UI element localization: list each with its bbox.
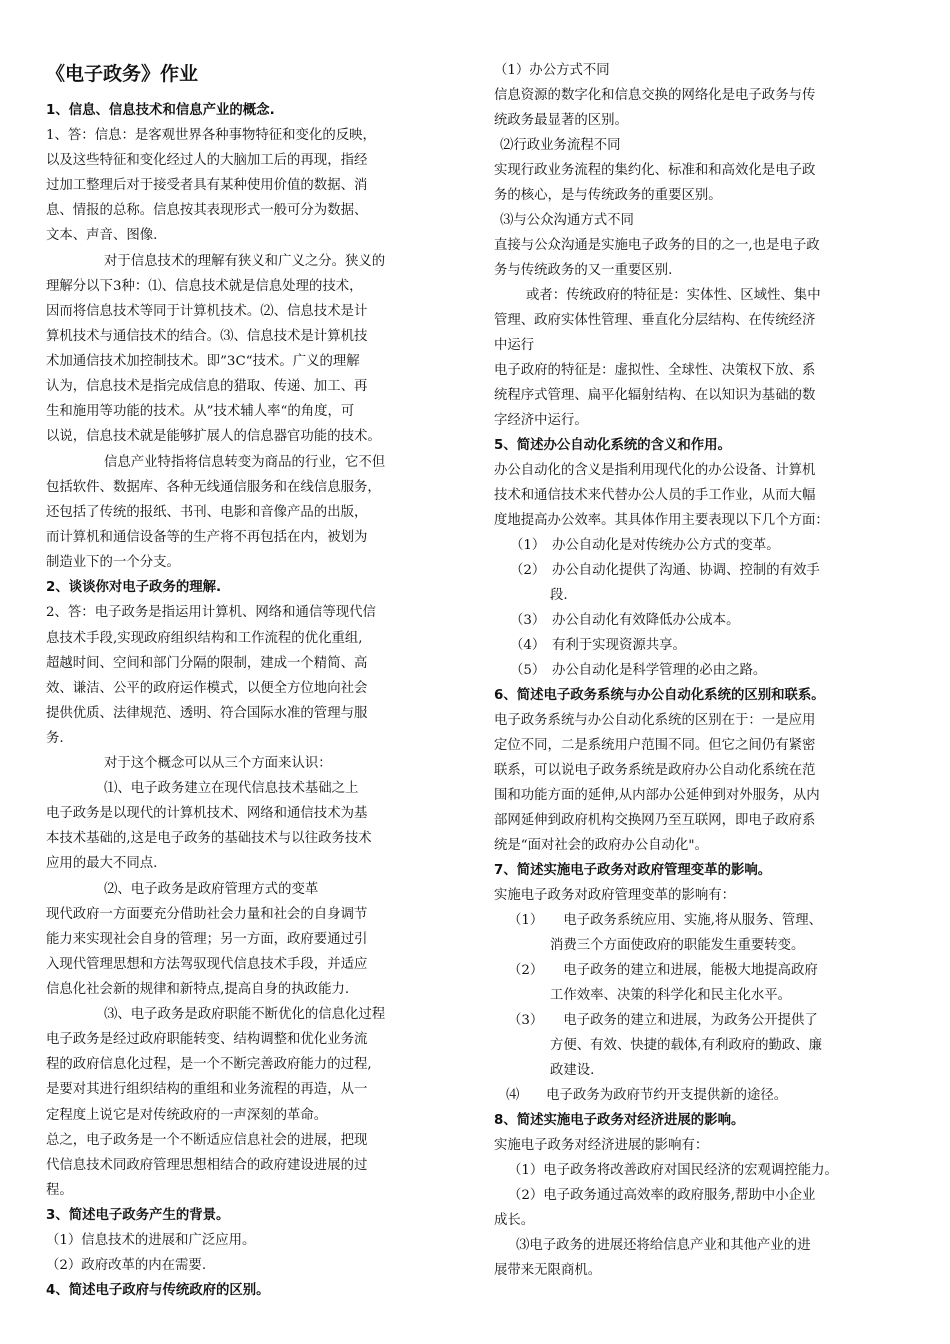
text-line: （2）电子政务通过高效率的政府服务,帮助中小企业	[508, 1188, 816, 1203]
text-line: 对于这个概念可以从三个方面来认识：	[104, 756, 332, 771]
text-line: 超越时间、空间和部门分隔的限制，建成一个精简、高	[46, 656, 368, 671]
text-line: 务的核心，是与传统政务的重要区别。	[494, 188, 722, 203]
section-heading: 1、信息、信息技术和信息产业的概念.	[46, 103, 275, 118]
text-line: 是要对其进行组织结构的重组和业务流程的再造，从一	[46, 1082, 368, 1097]
text-line: 电子政府的特征是：虚拟性、全球性、决策权下放、系	[494, 363, 816, 378]
text-line: 以说，信息技术就是能够扩展人的信息器官功能的技术。	[46, 429, 381, 444]
text-line: 联系，可以说电子政务系统是政府办公自动化系统在范	[494, 763, 816, 778]
text-line: 成长。	[494, 1213, 535, 1228]
text-line: （4） 有利于实现资源共享。	[510, 638, 686, 653]
text-line: 电子政务是以现代的计算机技术、网络和通信技术为基	[46, 806, 368, 821]
text-line: 代信息技术同政府管理思想相结合的政府建设进展的过	[46, 1158, 368, 1173]
text-line: 部网延伸到政府机构交换网乃至互联网，即电子政府系	[494, 813, 816, 828]
text-line: 实施电子政务对经济进展的影响有：	[494, 1138, 709, 1153]
text-line: （2）政府改革的内在需要.	[46, 1258, 207, 1273]
section-heading: 4、简述电子政府与传统政府的区别。	[46, 1283, 270, 1298]
text-line: （1）办公方式不同	[494, 63, 610, 78]
text-line: 包括软件、数据库、各种无线通信服务和在线信息服务，	[46, 480, 381, 495]
text-line: （2） 办公自动化提供了沟通、协调、控制的有效手	[510, 563, 820, 578]
text-line: （1）信息技术的进展和广泛应用。	[46, 1233, 256, 1248]
text-line: 现代政府一方面要充分借助社会力量和社会的自身调节	[46, 907, 368, 922]
section-heading: 8、简述实施电子政务对经济进展的影响。	[494, 1113, 745, 1128]
text-line: （3） 办公自动化有效降低办公成本。	[510, 613, 740, 628]
text-line: 或者：传统政府的特征是：实体性、区域性、集中	[526, 288, 821, 303]
text-line: 以及这些特征和变化经过人的大脑加工后的再现，指经	[46, 153, 368, 168]
text-line: 文本、声音、图像.	[46, 228, 158, 243]
text-line: （1） 电子政务系统应用、实施,将从服务、管理、	[508, 913, 823, 928]
text-line: 政建设.	[550, 1063, 595, 1078]
text-line: 工作效率、决策的科学化和民主化水平。	[550, 988, 792, 1003]
text-line: 实施电子政务对政府管理变革的影响有：	[494, 888, 736, 903]
text-line: 理解分以下3种：⑴、信息技术就是信息处理的技术，	[46, 279, 363, 294]
text-line: 直接与公众沟通是实施电子政务的目的之一,也是电子政	[494, 238, 820, 253]
text-line: （1） 办公自动化是对传统办公方式的变革。	[510, 538, 780, 553]
text-line: 程的政府信息化过程，是一个不断完善政府能力的过程,	[46, 1057, 372, 1072]
section-heading: 2、谈谈你对电子政务的理解.	[46, 580, 222, 595]
text-line: ⑴、电子政务建立在现代信息技术基础之上	[104, 781, 359, 796]
text-line: 技术和通信技术来代替办公人员的手工作业，从而大幅	[494, 488, 816, 503]
text-line: 统政务最显著的区别。	[494, 113, 628, 128]
text-line: 定程度上说它是对传统政府的一声深刻的革命。	[46, 1108, 328, 1123]
text-line: 统是“面对社会的政府办公自动化"。	[494, 838, 708, 853]
text-line: 围和功能方面的延伸,从内部办公延伸到对外服务，从内	[494, 788, 820, 803]
text-line: 效、谦洁、公平的政府运作模式，以便全方位地向社会	[46, 681, 368, 696]
text-line: 术加通信技术加控制技术。即”3C“技术。广义的理解	[46, 354, 360, 369]
text-line: 段.	[550, 588, 568, 603]
text-line: 认为，信息技术是指完成信息的猎取、传递、加工、再	[46, 379, 368, 394]
text-line: 展带来无限商机。	[494, 1263, 602, 1278]
text-line: 因而将信息技术等同于计算机技术。⑵、信息技术是计	[46, 304, 368, 319]
text-line: 应用的最大不同点.	[46, 856, 158, 871]
section-heading: 7、简述实施电子政务对政府管理变革的影响。	[494, 863, 772, 878]
text-line: （2） 电子政务的建立和进展，能极大地提高政府	[508, 963, 818, 978]
document-title: 《电子政务》作业	[46, 63, 199, 85]
text-line: 办公自动化的含义是指利用现代化的办公设备、计算机	[494, 463, 816, 478]
text-line: 总之，电子政务是一个不断适应信息社会的进展，把现	[46, 1133, 368, 1148]
text-line: 消费三个方面使政府的职能发生重要转变。	[550, 938, 805, 953]
text-line: 程。	[46, 1183, 73, 1198]
text-line: 2、答：电子政务是指运用计算机、网络和通信等现代信	[46, 605, 376, 620]
text-line: 提供优质、法律规范、透明、符合国际水准的管理与服	[46, 706, 368, 721]
text-line: 对于信息技术的理解有狭义和广义之分。狭义的	[104, 254, 386, 269]
text-line: 息技术手段,实现政府组织结构和工作流程的优化重组,	[46, 631, 363, 646]
text-line: ⑷ 电子政务为政府节约开支提供新的途径。	[506, 1088, 788, 1103]
text-line: 电子政务是经过政府职能转变、结构调整和优化业务流	[46, 1032, 368, 1047]
text-line: 过加工整理后对于接受者具有某种使用价值的数据、消	[46, 178, 368, 193]
text-line: 本技术基础的,这是电子政务的基础技术与以往政务技术	[46, 831, 372, 846]
section-heading: 3、简述电子政务产生的背景。	[46, 1208, 230, 1223]
text-line: 生和施用等功能的技术。从”技术辅人率“的角度，可	[46, 404, 355, 419]
text-line: ⑵行政业务流程不同	[500, 138, 621, 153]
text-line: （1）电子政务将改善政府对国民经济的宏观调控能力。	[508, 1163, 838, 1178]
text-line: 信息产业特指将信息转变为商品的行业，它不但	[104, 455, 386, 470]
text-line: 务.	[46, 731, 64, 746]
text-line: 字经济中运行。	[494, 413, 588, 428]
text-line: 管理、政府实体性管理、垂直化分层结构、在传统经济	[494, 313, 816, 328]
section-heading: 5、简述办公自动化系统的含义和作用。	[494, 438, 731, 453]
text-line: 方便、有效、快捷的载体,有利政府的勤政、廉	[550, 1038, 823, 1053]
text-line: 而计算机和通信设备等的生产将不再包括在内，被划为	[46, 530, 368, 545]
text-line: ⑶电子政务的进展还将给信息产业和其他产业的进	[516, 1238, 811, 1253]
text-line: 统程序式管理、扁平化辐射结构、在以知识为基础的数	[494, 388, 816, 403]
text-line: 1、答：信息：是客观世界各种事物特征和变化的反映，	[46, 128, 376, 143]
text-line: 制造业下的一个分支。	[46, 555, 180, 570]
section-heading: 6、简述电子政务系统与办公自动化系统的区别和联系。	[494, 688, 825, 703]
text-line: 息、情报的总称。信息按其表现形式一般可分为数据、	[46, 203, 368, 218]
text-line: 信息资源的数字化和信息交换的网络化是电子政务与传	[494, 88, 816, 103]
text-line: 中运行	[494, 338, 535, 353]
text-line: 算机技术与通信技术的结合。⑶、信息技术是计算机技	[46, 329, 368, 344]
text-line: 定位不同，二是系统用户范围不同。但它之间仍有紧密	[494, 738, 816, 753]
text-line: 入现代管理思想和方法驾驭现代信息技术手段，并适应	[46, 957, 368, 972]
text-line: 电子政务系统与办公自动化系统的区别在于：一是应用	[494, 713, 816, 728]
text-line: 信息化社会新的规律和新特点,提高自身的执政能力.	[46, 982, 350, 997]
text-line: （5） 办公自动化是科学管理的必由之路。	[510, 663, 767, 678]
text-line: ⑶、电子政务是政府职能不断优化的信息化过程	[104, 1007, 386, 1022]
text-line: ⑶与公众沟通方式不同	[500, 213, 634, 228]
text-line: 实现行政业务流程的集约化、标准和和高效化是电子政	[494, 163, 816, 178]
text-line: ⑵、电子政务是政府管理方式的变革	[104, 882, 319, 897]
text-line: 还包括了传统的报纸、书刊、电影和音像产品的出版，	[46, 505, 368, 520]
text-line: （3） 电子政务的建立和进展，为政务公开提供了	[508, 1013, 818, 1028]
text-line: 务与传统政务的又一重要区别.	[494, 263, 673, 278]
text-line: 能力来实现社会自身的管理；另一方面，政府要通过引	[46, 932, 368, 947]
text-line: 度地提高办公效率。其具体作用主要表现以下几个方面：	[494, 513, 829, 528]
